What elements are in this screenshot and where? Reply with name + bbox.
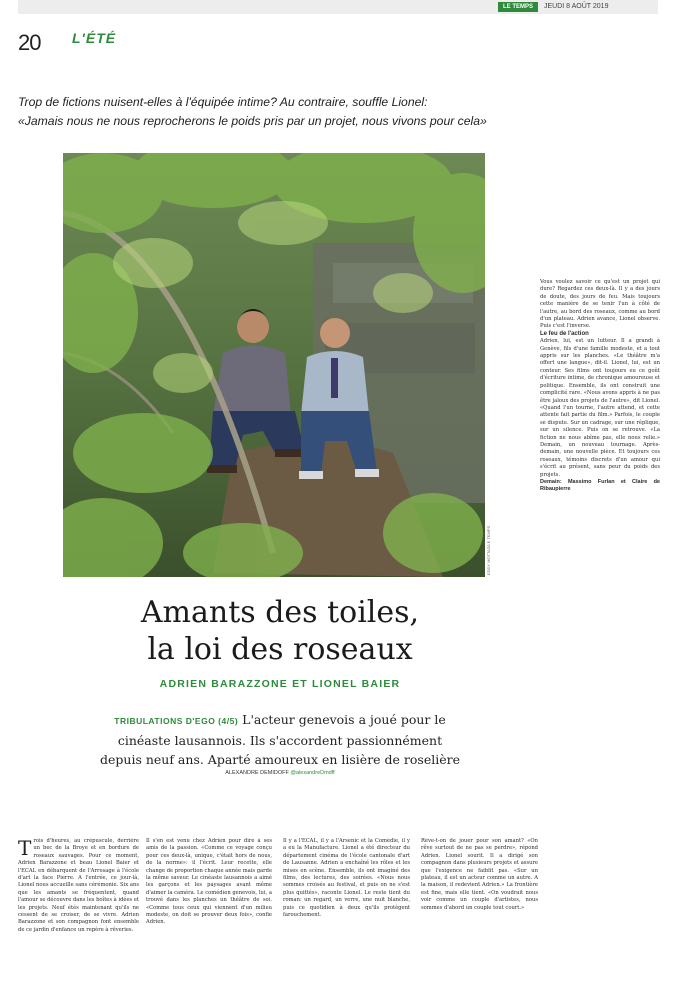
standfirst-line-1: Trop de fictions nuisent-elles à l'équipée intime? Au contraire, souffle Lionel: [18,95,428,109]
body-text: rois d'heures, au crépuscule, derrière un bec de la Broye et en bordure de roseaux sauvages. Pour ce moment, Adrien Barazzone et beau Lionel Baier et l'ECAL en débarquent de l'Arrosage à l'école d'art la face Pierre. A l'entrée, ce jour-là, Lionel nous accueille sans cérémonie. Six ans que les amants se fréquentent, quand l'amour se découvre dans les boîtes à idées et les projets. Neuf étés maintenant qu'ils ne cessent de se croiser, de se vivre. Adrien Barazzone et son compagnon font ensemble de ce jardin d'enfance un repère à rêveries. [18,838,139,933]
subtitle: ADRIEN BARAZZONE ET LIONEL BAIER [159,678,401,690]
body-text: Rêve-t-on de jouer pour son amant? «On rêve surtout de ne pas se perdre», répond Adrien. Lionel sourit. Il a dirigé son compagnon dans plusieurs projets et assure que l'exigence ne faiblit pas. «Sur un plateau, il est un acteur comme un autre. A la maison, il redevient Adrien.» La frontière est fine, mais elle tient. «On voudrait nous voir comme un couple d'artistes, nous sommes d'abord un couple tout court.» [421,838,538,911]
dropcap: T [18,838,32,860]
body-column-4 [421,838,538,960]
body-column-2 [146,838,272,960]
page-number: 20 [18,30,41,55]
author-name: ALEXANDRE DEMIDOFF [225,770,289,776]
photo-illustration [63,153,485,577]
right-column [540,279,660,947]
section-label: L'ÉTÉ [72,30,117,46]
byline [180,770,380,776]
body-text: Adrien, lui, est un lutteur. Il a grandi à Genève, fils d'une famille modeste, et a tout appris sur les planches. «Le théâtre m'a offert une langue», dit-il. Lionel, lui, est un conteur. Ses films ont toujours eu ce goût d'écriture intime, de chronique amoureuse et politique. Ensemble, ils ont construit une complicité rare. «Nous avons appris à ne pas être jaloux des projets de l'autre», dit Lionel. «Quand l'un tourne, l'autre attend, et cette attente fait partie du film.» Parfois, le couple se dispute. Sur un cadrage, sur une réplique, sur un silence. Puis on se retrouve. «La fiction ne nous abîme pas, elle nous relie.» Demain, un nouveau tournage. Après-demain, une nouvelle pièce. Et toujours ces roseaux, témoins discrets d'un amour qui s'écrit au présent, sans peur du poids des projets. [540,338,660,478]
standfirst-line-2: «Jamais nous ne nous reprocherons le poids pris par un projet, nous vivons pour cela» [18,114,487,128]
body-text: Il y a l'ECAL, il y a l'Arsenic et la Comédie, il y a eu la Manufacture. Lionel a été directeur du département cinéma de l'école cantonale d'art de Lausanne. Adrien a enchaîné les rôles et les mises en scène. Ensemble, ils ont imaginé des films, des lectures, des soirées. «Nous nous sommes croisés au festival, et puis on ne s'est plus quittés», raconte Lionel. Le reste tient du roman: un regard, un verre, une nuit blanche, puis ce quotidien à deux qu'ils protègent farouchement. [283,838,410,919]
kicker: TRIBULATIONS D'EGO (4/5) [114,716,239,726]
headline-line-1: Amants des toiles, [140,595,420,630]
issue-date: JEUDI 8 AOÛT 2019 [544,3,609,10]
subhead: Le feu de l'action [540,330,589,337]
series-next: Demain: Massimo Furlan et Claire de Ribaupierre [540,478,660,493]
headline [100,594,460,668]
standfirst [18,93,658,131]
body-text: Il s'en est venu chez Adrien pour dire à ses amis de la passion. «Comme ce voyage conçu pour ces deux-là, unique, c'était hors de nous, de la norme»: il l'écrit. Leur recette, elle change de proportion chaque année mais garde la même saveur. Le cinéaste lausannois a aimé les garçons et les paysages avant même d'aimer la caméra. Le comédien genevois, lui, a trouvé dans les planches un théâtre de soi. «Comme tous ceux qui viennent d'un milieu modeste, on doit se prouver deux fois», confie Adrien. [146,838,272,926]
headline-line-2: la loi des roseaux [147,632,413,667]
body-column-3 [283,838,410,960]
lede-text: L'acteur genevois a joué pour le cinéaste lausannois. Ils s'accordent passionnément depuis neuf ans. Aparté amoureux en lisière de roselière [100,712,461,767]
body-column-1 [18,838,139,960]
author-handle: @alexandreDmdff [290,770,335,776]
brand-logo: LE TEMPS [498,2,538,12]
body-text: Vous voulez savoir ce qu'est un projet qui dure? Regardez ces deux-là. Il y a des jours de doute, des jours de feu. Mais toujours cette manière de se tenir l'un à côté de l'autre, au bord des roseaux, comme au bord d'un plateau. Adrien avance, Lionel observe. Puis c'est l'inverse. [540,279,660,330]
photo-credit: EDDY MOTTAZ/LE TEMPS [486,525,491,575]
main-photo [63,153,485,577]
lede [100,710,460,769]
